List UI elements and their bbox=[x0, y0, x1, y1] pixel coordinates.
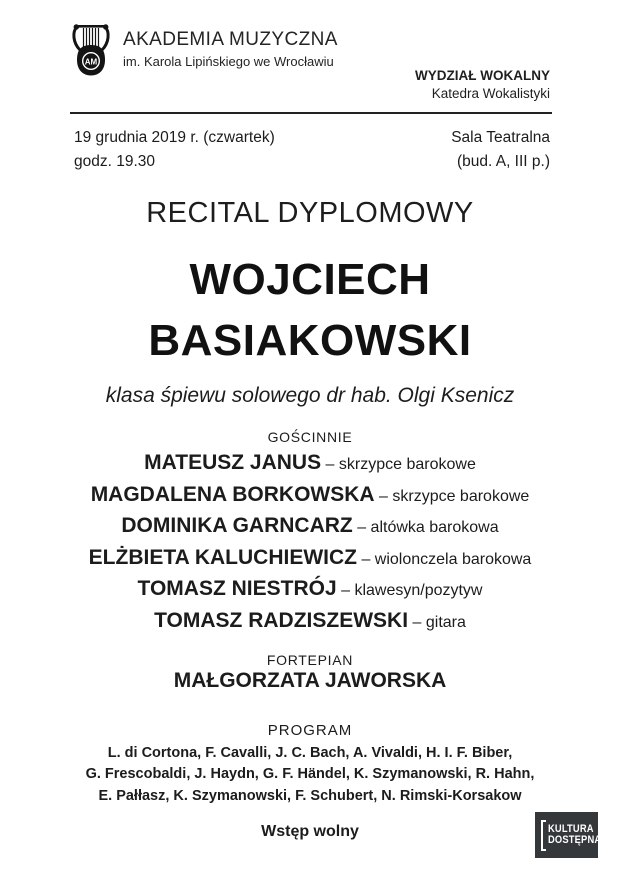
kultura-line: KULTURA bbox=[548, 822, 594, 835]
academy-lyre-icon bbox=[70, 20, 112, 77]
program-composers bbox=[0, 743, 620, 807]
guest-instrument: – klawesyn/pozytyw bbox=[341, 582, 483, 600]
guest-row bbox=[0, 606, 620, 638]
guest-row bbox=[0, 543, 620, 575]
guest-list bbox=[0, 448, 620, 638]
guest-row bbox=[0, 480, 620, 512]
event-datetime bbox=[74, 126, 275, 173]
header-divider bbox=[70, 112, 552, 114]
guest-name: MATEUSZ JANUS bbox=[144, 451, 322, 474]
event-time: godz. 19.30 bbox=[74, 152, 156, 170]
performer-first-name: WOJCIECH bbox=[189, 255, 431, 304]
venue-detail: (bud. A, III p.) bbox=[456, 152, 550, 170]
academy-name: AKADEMIA MUZYCZNA bbox=[123, 29, 338, 50]
academy-brand-text bbox=[123, 29, 338, 69]
chair-name: Katedra Wokalistyki bbox=[431, 85, 550, 101]
venue-name: Sala Teatralna bbox=[451, 129, 550, 146]
program-heading: PROGRAM bbox=[267, 722, 353, 739]
svg-text:AM: AM bbox=[84, 57, 98, 67]
guest-row bbox=[0, 574, 620, 606]
guest-instrument: – wiolonczela barokowa bbox=[361, 550, 532, 568]
guest-instrument: – skrzypce barokowe bbox=[325, 456, 476, 473]
program-line: E. Pałłasz, K. Szymanowski, F. Schubert, N. Rimski-Korsakow bbox=[98, 787, 522, 804]
admission-note: Wstęp wolny bbox=[261, 823, 359, 840]
guest-name: MAGDALENA BORKOWSKA bbox=[90, 482, 375, 506]
program-line: G. Frescobaldi, J. Haydn, G. F. Händel, K. Szymanowski, R. Hahn, bbox=[85, 766, 535, 783]
dostepna-line: DOSTĘPNA bbox=[548, 834, 602, 846]
department-block bbox=[415, 67, 550, 102]
program-line: L. di Cortona, F. Cavalli, J. C. Bach, A. Vivaldi, H. I. F. Biber, bbox=[107, 745, 513, 761]
guest-row bbox=[0, 448, 620, 480]
guest-instrument: – skrzypce barokowe bbox=[379, 487, 530, 505]
kultura-dostepna-label bbox=[548, 824, 601, 847]
pianist-name: MAŁGORZATA JAWORSKA bbox=[173, 669, 447, 692]
piano-heading: FORTEPIAN bbox=[266, 652, 354, 668]
class-info: klasa śpiewu solowego dr hab. Olgi Ksenicz bbox=[105, 384, 515, 407]
guest-instrument: – gitara bbox=[412, 613, 466, 631]
guest-name: TOMASZ RADZISZEWSKI bbox=[154, 608, 409, 632]
performer-name bbox=[0, 249, 620, 371]
guest-name: TOMASZ NIESTRÓJ bbox=[137, 577, 337, 601]
bracket-icon bbox=[541, 820, 546, 851]
guest-name: ELŻBIETA KALUCHIEWICZ bbox=[88, 545, 357, 569]
event-venue bbox=[451, 126, 550, 173]
kultura-dostepna-logo bbox=[535, 812, 602, 858]
recital-type-title: RECITAL DYPLOMOWY bbox=[146, 197, 474, 229]
event-date: 19 grudnia 2019 r. (czwartek) bbox=[74, 129, 275, 146]
event-info-row bbox=[74, 126, 550, 173]
guests-heading: GOŚCINNIE bbox=[267, 429, 353, 445]
guest-name: DOMINIKA GARNCARZ bbox=[121, 514, 353, 538]
academy-subtitle: im. Karola Lipińskiego we Wrocławiu bbox=[123, 54, 334, 69]
department-name: WYDZIAŁ WOKALNY bbox=[415, 68, 550, 83]
performer-last-name: BASIAKOWSKI bbox=[148, 316, 472, 365]
guest-row bbox=[0, 511, 620, 543]
guest-instrument: – altówka barokowa bbox=[357, 519, 499, 537]
